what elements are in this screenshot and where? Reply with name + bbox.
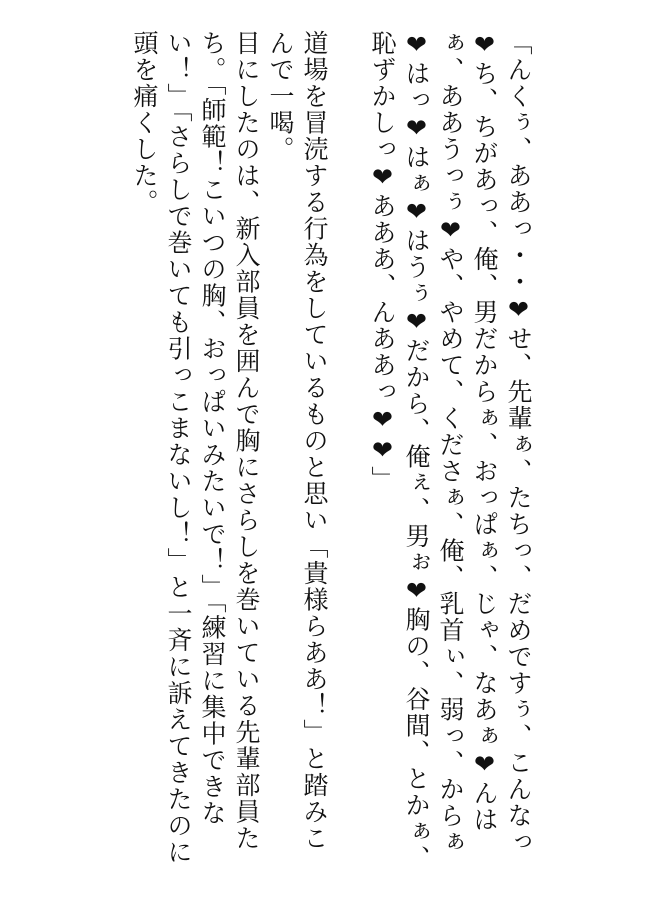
paragraph-spacer: [331, 30, 365, 40]
vertical-text-body: [127, 30, 535, 875]
narration-paragraph: 道場を冒涜する行為をしているものと思い「貴様らああ！」と踏みこんで一喝。: [266, 30, 329, 852]
narration-paragraph: 目にしたのは、新入部員を囲んで胸にさらしを巻いている先輩部員たち。「師範！こいつの胸、おっぱいみたいで！」「練習に集中できない！」「さらしで巻いても引っこまないし！」と一斉に訴えてきたのに頭を痛くした。: [130, 30, 261, 866]
dialogue-paragraph: 「んくぅ、ああっ・・❤せ、先輩ぁ、たちっ、だめですぅ、こんなっ❤ち、ちがあっ、俺、男だからぁ、おっぱぁ、じゃ、なあぁ❤んはぁ、ああうっぅ❤や、やめて、くださぁ、俺、乳首ぃ、弱っ、からぁ❤はっ❤はぁ❤はうぅ❤だから、俺ぇ、男ぉ❤胸の、谷間、とかぁ、恥ずかしっ❤あああ、んああっ❤❤」: [368, 30, 533, 872]
